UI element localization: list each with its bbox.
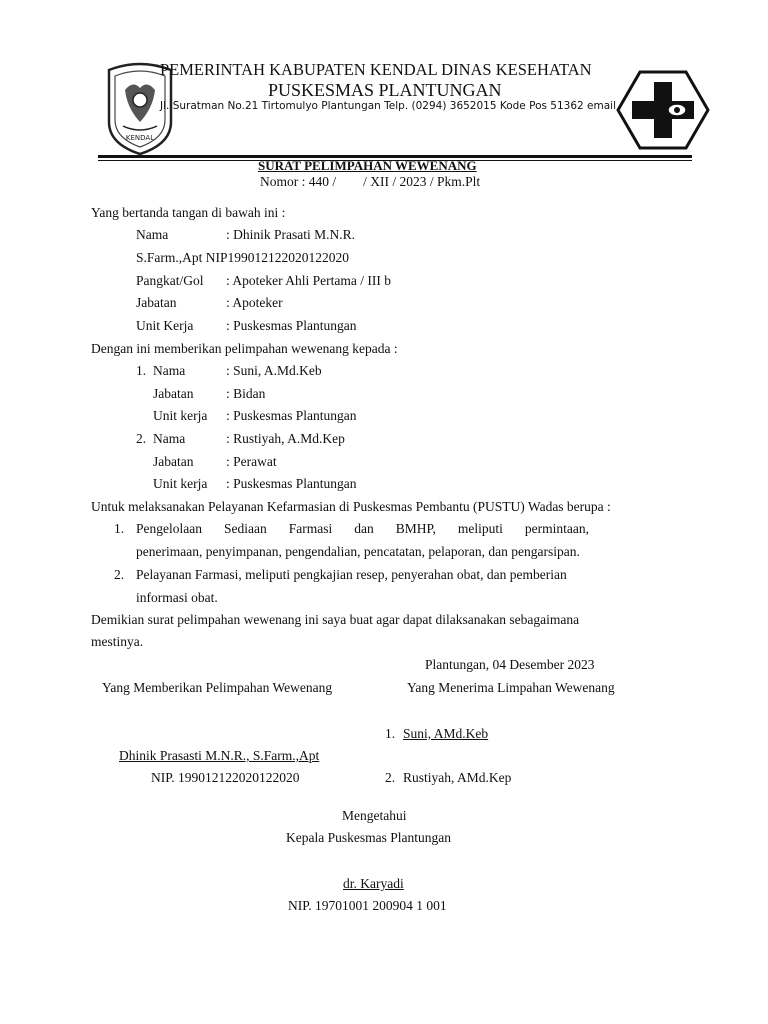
- recipient-1-unit-label: Unit kerja: [153, 408, 208, 423]
- duty-1-line-1: Pengelolaan Sediaan Farmasi dan BMHP, meliputi permintaan,: [136, 521, 589, 536]
- recipient-2-position-value: : Perawat: [226, 454, 277, 469]
- signer-position-value: : Apoteker: [226, 295, 283, 310]
- letter-number: Nomor : 440 / / XII / 2023 / Pkm.Plt: [260, 174, 481, 189]
- giver-name: Dhinik Prasasti M.N.R., S.Farm.,Apt: [119, 748, 320, 763]
- recipient-2-name-label: Nama: [153, 431, 186, 446]
- duty-2-number: 2.: [114, 567, 125, 582]
- signer-position-label: Jabatan: [136, 295, 177, 310]
- recipient-2-name-value: : Rustiyah, A.Md.Kep: [226, 431, 345, 446]
- head-name: dr. Karyadi: [343, 876, 404, 891]
- signer-rank-value: : Apoteker Ahli Pertama / III b: [226, 273, 391, 288]
- puskesmas-cross-logo: [616, 70, 710, 150]
- header-government-line: PEMERINTAH KABUPATEN KENDAL DINAS KESEHATAN: [160, 60, 592, 79]
- signer-rank-label: Pangkat/Gol: [136, 273, 204, 288]
- receiver-title: Yang Menerima Limpahan Wewenang: [407, 680, 615, 695]
- head-title: Kepala Puskesmas Plantungan: [286, 830, 451, 845]
- header-address: Jl. Suratman No.21 Tirtomulyo Plantungan Telp. (0294) 3652015 Kode Pos 51362 email: [160, 100, 616, 112]
- letter-title: SURAT PELIMPAHAN WEWENANG: [258, 158, 477, 173]
- recipient-1-position-label: Jabatan: [153, 386, 194, 401]
- giver-nip: NIP. 199012122020122020: [151, 770, 300, 785]
- receiver-2-number: 2.: [385, 770, 396, 785]
- purpose-text: Untuk melaksanakan Pelayanan Kefarmasian di Puskesmas Pembantu (PUSTU) Wadas berupa :: [91, 499, 611, 514]
- recipient-2-unit-value: : Puskesmas Plantungan: [226, 476, 357, 491]
- recipient-1-unit-value: : Puskesmas Plantungan: [226, 408, 357, 423]
- signer-unit-value: : Puskesmas Plantungan: [226, 318, 357, 333]
- recipient-2-unit-label: Unit kerja: [153, 476, 208, 491]
- signer-unit-label: Unit Kerja: [136, 318, 194, 333]
- recipient-2-number: 2.: [136, 431, 147, 446]
- duty-1-number: 1.: [114, 521, 125, 536]
- closing-line-2: mestinya.: [91, 634, 144, 649]
- closing-line-1: Demikian surat pelimpahan wewenang ini saya buat agar dapat dilaksanakan sebagaimana: [91, 612, 580, 627]
- duty-2-line-2: informasi obat.: [136, 590, 218, 605]
- recipient-1-position-value: : Bidan: [226, 386, 266, 401]
- signer-name-value: : Dhinik Prasati M.N.R.: [226, 227, 356, 242]
- signer-name-label: Nama: [136, 227, 169, 242]
- receiver-1-name: Suni, AMd.Keb: [403, 726, 489, 741]
- duty-1-line-2: penerimaan, penyimpanan, pengendalian, pencatatan, pelaporan, dan pengarsipan.: [136, 544, 580, 559]
- duty-2-line-1: Pelayanan Farmasi, meliputi pengkajian resep, penyerahan obat, dan pemberian: [136, 567, 567, 582]
- header-puskesmas-name: PUSKESMAS PLANTUNGAN: [268, 80, 502, 100]
- head-nip: NIP. 19701001 200904 1 001: [288, 898, 447, 913]
- logo-lettering: KENDAL: [125, 134, 155, 142]
- recipient-2-position-label: Jabatan: [153, 454, 194, 469]
- receiver-2-name: Rustiyah, AMd.Kep: [403, 770, 512, 785]
- signer-name-continued: S.Farm.,Apt NIP199012122020122020: [136, 250, 350, 265]
- intro-text: Yang bertanda tangan di bawah ini :: [91, 205, 286, 220]
- place-date: Plantungan, 04 Desember 2023: [425, 657, 595, 672]
- acknowledge-label: Mengetahui: [342, 808, 407, 823]
- receiver-1-number: 1.: [385, 726, 396, 741]
- delegation-intro: Dengan ini memberikan pelimpahan wewenang kepada :: [91, 341, 398, 356]
- recipient-1-name-label: Nama: [153, 363, 186, 378]
- recipient-1-number: 1.: [136, 363, 147, 378]
- giver-title: Yang Memberikan Pelimpahan Wewenang: [102, 680, 333, 695]
- recipient-1-name-value: : Suni, A.Md.Keb: [226, 363, 322, 378]
